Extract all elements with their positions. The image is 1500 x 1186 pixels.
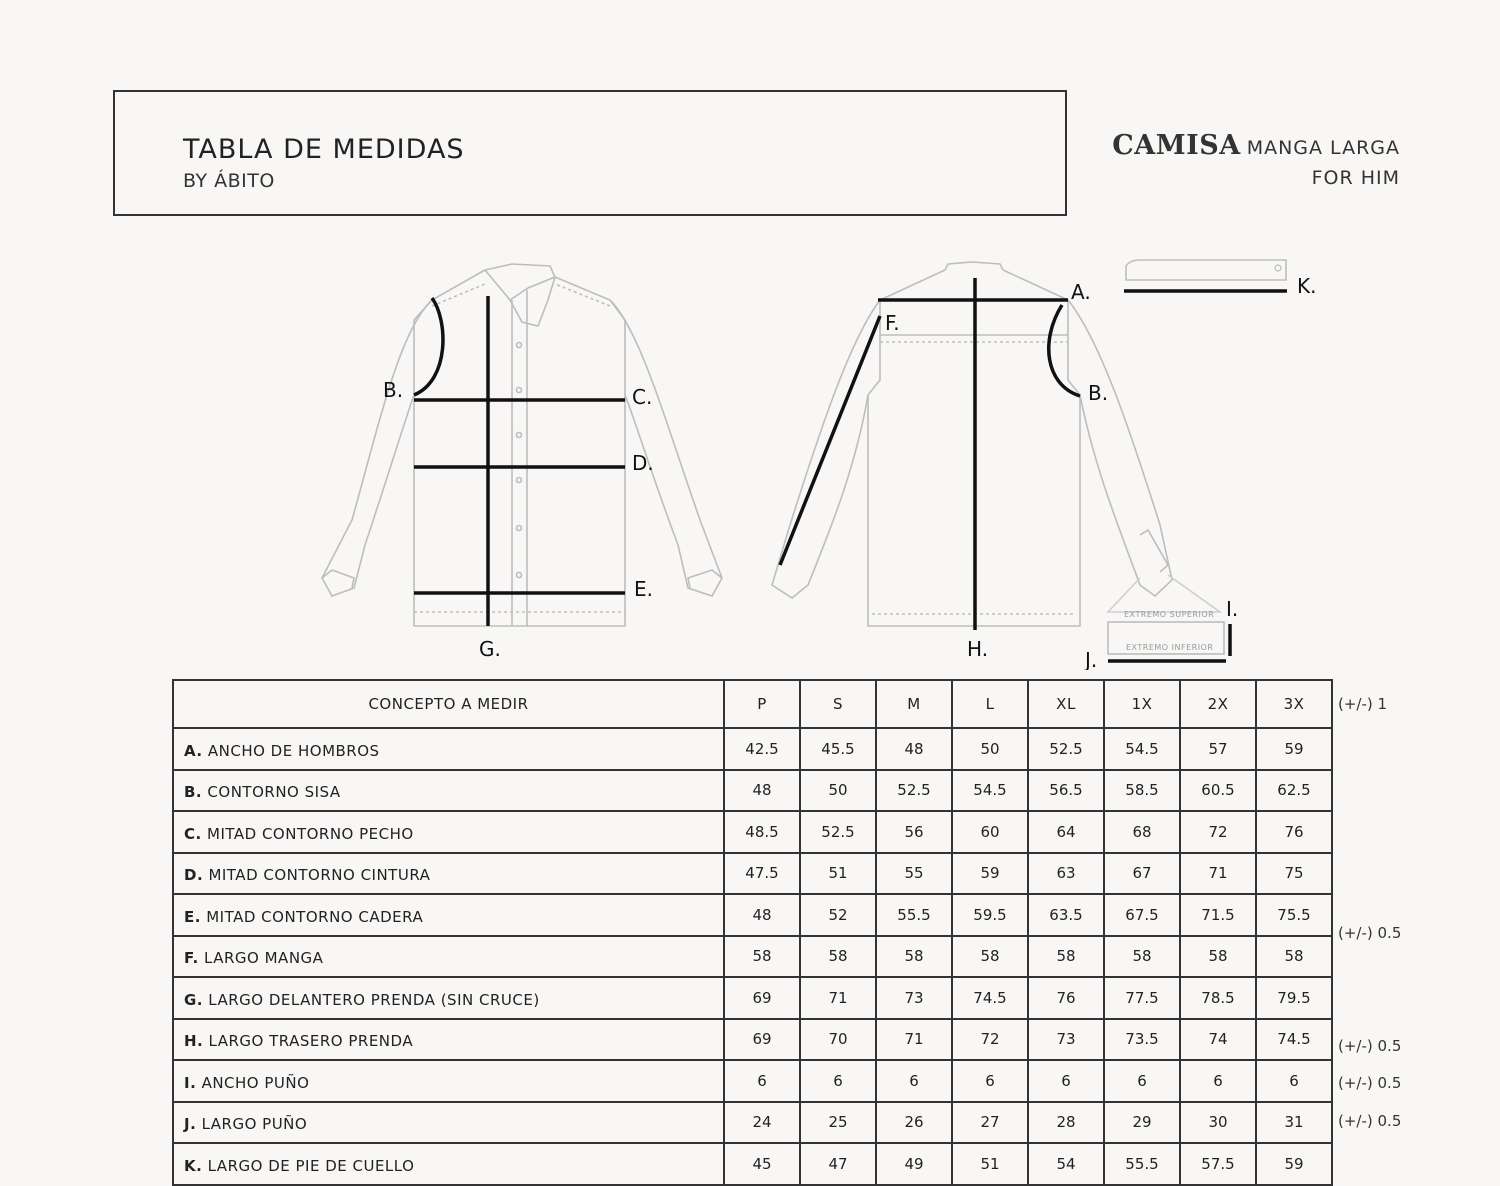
size-header: M [876, 680, 952, 728]
value-cell: 56 [876, 811, 952, 853]
value-cell: 54 [1028, 1143, 1104, 1185]
value-cell: 51 [800, 853, 876, 895]
row-tolerance: (+/-) 0.5 [1338, 1074, 1402, 1093]
row-tolerance: (+/-) 0.5 [1338, 1036, 1402, 1055]
back-armhole-line [1049, 305, 1080, 396]
value-cell: 71 [1180, 853, 1256, 895]
value-cell: 45 [724, 1143, 800, 1185]
measure-letter: J. [184, 1115, 197, 1134]
value-cell: 31 [1256, 1102, 1332, 1144]
table-row [173, 1019, 1332, 1061]
value-cell: 67.5 [1104, 894, 1180, 936]
value-cell: 70 [800, 1019, 876, 1061]
value-cell: 42.5 [724, 728, 800, 770]
concept-cell [173, 811, 724, 853]
concept-cell [173, 894, 724, 936]
value-cell: 51 [952, 1143, 1028, 1185]
value-cell: 64 [1028, 811, 1104, 853]
value-cell: 52.5 [1028, 728, 1104, 770]
value-cell: 68 [1104, 811, 1180, 853]
value-cell: 73.5 [1104, 1019, 1180, 1061]
value-cell: 58 [724, 936, 800, 978]
value-cell: 77.5 [1104, 977, 1180, 1019]
value-cell: 69 [724, 1019, 800, 1061]
concept-cell [173, 1060, 724, 1102]
size-table [172, 679, 1333, 1186]
measure-label: MITAD CONTORNO PECHO [207, 824, 414, 843]
value-cell: 71 [876, 1019, 952, 1061]
value-cell: 48 [876, 728, 952, 770]
value-cell: 25 [800, 1102, 876, 1144]
row-tolerance: (+/-) 0.5 [1338, 1112, 1402, 1130]
value-cell: 69 [724, 977, 800, 1019]
row-tolerance: (+/-) 0.5 [1338, 924, 1402, 942]
measure-label: LARGO MANGA [204, 949, 324, 968]
product-name: CAMISA [1112, 130, 1241, 161]
value-cell: 57.5 [1180, 1143, 1256, 1185]
value-cell: 27 [952, 1102, 1028, 1144]
value-cell: 56.5 [1028, 770, 1104, 812]
product-heading [1112, 130, 1400, 189]
measure-letter: K. [184, 1156, 203, 1175]
value-cell: 76 [1028, 977, 1104, 1019]
table-row [173, 770, 1332, 812]
size-header: 3X [1256, 680, 1332, 728]
value-cell: 60.5 [1180, 770, 1256, 812]
value-cell: 63.5 [1028, 894, 1104, 936]
value-cell: 48 [724, 894, 800, 936]
table-row [173, 894, 1332, 936]
value-cell: 63 [1028, 853, 1104, 895]
concept-cell [173, 977, 724, 1019]
table-row [173, 1102, 1332, 1144]
value-cell: 74 [1180, 1019, 1256, 1061]
brand-subtitle: BY ÁBITO [183, 170, 275, 192]
value-cell: 55 [876, 853, 952, 895]
size-header: L [952, 680, 1028, 728]
value-cell: 50 [952, 728, 1028, 770]
value-cell: 47 [800, 1143, 876, 1185]
value-cell: 47.5 [724, 853, 800, 895]
value-cell: 72 [1180, 811, 1256, 853]
measure-letter: C. [184, 824, 202, 843]
value-cell: 58 [1256, 936, 1332, 978]
measure-letter: I. [184, 1073, 197, 1092]
concept-cell [173, 1143, 724, 1185]
value-cell: 54.5 [952, 770, 1028, 812]
value-cell: 75.5 [1256, 894, 1332, 936]
value-cell: 67 [1104, 853, 1180, 895]
value-cell: 6 [1180, 1060, 1256, 1102]
value-cell: 26 [876, 1102, 952, 1144]
cuff-bottom-label: EXTREMO INFERIOR [1126, 643, 1214, 652]
value-cell: 6 [1256, 1060, 1332, 1102]
concept-cell [173, 936, 724, 978]
value-cell: 76 [1256, 811, 1332, 853]
measure-label: ANCHO PUÑO [201, 1073, 310, 1092]
value-cell: 55.5 [876, 894, 952, 936]
value-cell: 75 [1256, 853, 1332, 895]
value-cell: 62.5 [1256, 770, 1332, 812]
concept-cell [173, 1019, 724, 1061]
value-cell: 52.5 [876, 770, 952, 812]
value-cell: 6 [876, 1060, 952, 1102]
value-cell: 52 [800, 894, 876, 936]
shirt-measurement-diagram [0, 240, 1500, 670]
measure-letter: E. [184, 907, 201, 926]
label-b-front: B. [383, 378, 404, 402]
value-cell: 50 [800, 770, 876, 812]
value-cell: 58 [1180, 936, 1256, 978]
measure-label: MITAD CONTORNO CADERA [206, 907, 424, 926]
table-row [173, 728, 1332, 770]
measure-label: ANCHO DE HOMBROS [207, 741, 380, 760]
value-cell: 59 [952, 853, 1028, 895]
collar-stand-outline [1126, 260, 1286, 280]
label-h: H. [967, 637, 989, 661]
value-cell: 6 [1028, 1060, 1104, 1102]
label-j: J. [1085, 648, 1098, 670]
label-k: K. [1297, 274, 1317, 298]
value-cell: 58 [1104, 936, 1180, 978]
value-cell: 58 [952, 936, 1028, 978]
value-cell: 57 [1180, 728, 1256, 770]
value-cell: 48.5 [724, 811, 800, 853]
size-header: 2X [1180, 680, 1256, 728]
measure-letter: G. [184, 990, 204, 1009]
value-cell: 49 [876, 1143, 952, 1185]
value-cell: 54.5 [1104, 728, 1180, 770]
value-cell: 58 [876, 936, 952, 978]
value-cell: 59.5 [952, 894, 1028, 936]
size-header: XL [1028, 680, 1104, 728]
value-cell: 29 [1104, 1102, 1180, 1144]
measure-letter: B. [184, 783, 203, 802]
measure-label: LARGO TRASERO PRENDA [208, 1032, 414, 1051]
measure-label: MITAD CONTORNO CINTURA [208, 866, 431, 885]
label-i: I. [1226, 597, 1239, 621]
value-cell: 45.5 [800, 728, 876, 770]
page-title: TABLA DE MEDIDAS [183, 134, 465, 165]
value-cell: 72 [952, 1019, 1028, 1061]
value-cell: 24 [724, 1102, 800, 1144]
value-cell: 60 [952, 811, 1028, 853]
front-armhole-line [414, 298, 443, 395]
label-f: F. [885, 311, 900, 335]
value-cell: 73 [876, 977, 952, 1019]
value-cell: 58.5 [1104, 770, 1180, 812]
concept-header: CONCEPTO A MEDIR [173, 680, 724, 728]
value-cell: 6 [952, 1060, 1028, 1102]
value-cell: 79.5 [1256, 977, 1332, 1019]
table-row [173, 853, 1332, 895]
value-cell: 71 [800, 977, 876, 1019]
value-cell: 6 [1104, 1060, 1180, 1102]
table-row [173, 811, 1332, 853]
value-cell: 6 [800, 1060, 876, 1102]
value-cell: 55.5 [1104, 1143, 1180, 1185]
back-shirt-outline [772, 262, 1224, 654]
value-cell: 73 [1028, 1019, 1104, 1061]
table-body [173, 728, 1332, 1185]
label-g: G. [479, 637, 501, 661]
size-header: 1X [1104, 680, 1180, 728]
concept-cell [173, 728, 724, 770]
cuff-top-label: EXTREMO SUPERIOR [1124, 610, 1215, 619]
concept-cell [173, 853, 724, 895]
value-cell: 28 [1028, 1102, 1104, 1144]
concept-cell [173, 770, 724, 812]
concept-cell [173, 1102, 724, 1144]
value-cell: 71.5 [1180, 894, 1256, 936]
value-cell: 30 [1180, 1102, 1256, 1144]
measure-letter: D. [184, 866, 204, 885]
table-row [173, 1060, 1332, 1102]
size-header: S [800, 680, 876, 728]
table-header-row [173, 680, 1332, 728]
value-cell: 74.5 [952, 977, 1028, 1019]
table-row [173, 936, 1332, 978]
product-type: MANGA LARGA [1246, 137, 1400, 159]
value-cell: 59 [1256, 728, 1332, 770]
value-cell: 59 [1256, 1143, 1332, 1185]
value-cell: 52.5 [800, 811, 876, 853]
value-cell: 58 [1028, 936, 1104, 978]
measure-label: LARGO DE PIE DE CUELLO [207, 1156, 415, 1175]
header-tolerance: (+/-) 1 [1338, 695, 1388, 713]
front-shirt-outline [322, 264, 722, 626]
value-cell: 48 [724, 770, 800, 812]
value-cell: 58 [800, 936, 876, 978]
title-box [113, 90, 1067, 216]
label-e: E. [634, 577, 653, 601]
measure-label: CONTORNO SISA [207, 783, 341, 802]
value-cell: 78.5 [1180, 977, 1256, 1019]
measure-label: LARGO DELANTERO PRENDA (SIN CRUCE) [208, 990, 540, 1009]
measure-letter: H. [184, 1032, 204, 1051]
table-row [173, 1143, 1332, 1185]
product-target: FOR HIM [1311, 167, 1400, 189]
label-d: D. [632, 451, 654, 475]
measure-letter: A. [184, 741, 203, 760]
size-header: P [724, 680, 800, 728]
measure-letter: F. [184, 949, 199, 968]
value-cell: 74.5 [1256, 1019, 1332, 1061]
label-a: A. [1071, 280, 1091, 304]
value-cell: 6 [724, 1060, 800, 1102]
table-row [173, 977, 1332, 1019]
label-b-back: B. [1088, 381, 1109, 405]
measure-label: LARGO PUÑO [201, 1115, 308, 1134]
label-c: C. [632, 385, 653, 409]
